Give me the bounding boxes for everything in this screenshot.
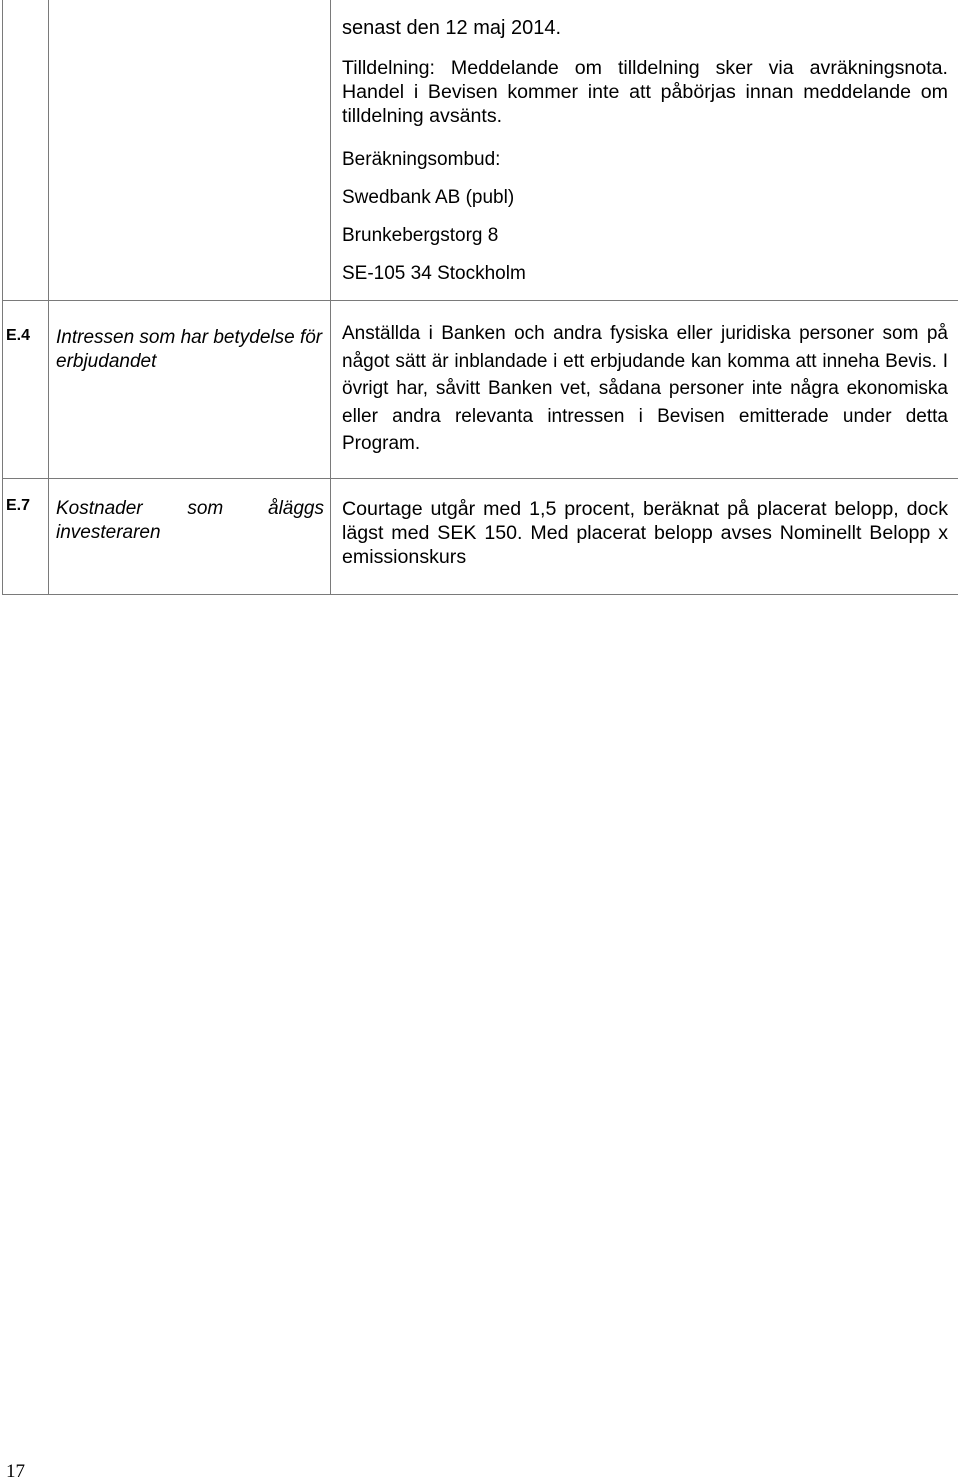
row-1-paragraph-4: Swedbank AB (publ) [342,187,515,208]
section-id-e4: E.4 [6,327,31,344]
table-left-border [2,0,3,594]
row-1-paragraph-6: SE-105 34 Stockholm [342,263,526,284]
column-divider-id [48,0,49,594]
row-1-content [342,16,948,286]
section-id-e7: E.7 [6,497,31,514]
row-2-paragraph-1: Anställda i Banken och andra fysiska eller juridiska personer som på något sätt är inblandade i ett erbjudande kan komma att inneha Bevis. I övrigt har, såvitt Banken vet, sådana personer inte några ekonomiska eller andra relevanta intressen i Bevisen emitterade under detta Program. [342,323,948,454]
row-divider-1 [2,300,958,301]
column-divider-title [330,0,331,594]
row-3-content [342,497,948,569]
row-1-paragraph-2: Tilldelning: Meddelande om tilldelning sker via avräkningsnota. Handel i Bevisen kommer inte att påbörjas innan meddelande om tilldelning avsänts. [342,57,948,127]
row-2-content [342,320,948,458]
element-title-e4: Intressen som har betydelse för erbjudandet [56,327,323,372]
table-bottom-border [2,594,958,595]
element-title-e7: Kostnader som åläggs investeraren [56,498,324,543]
row-1-paragraph-5: Brunkebergstorg 8 [342,225,499,246]
row-1-paragraph-3: Beräkningsombud: [342,149,501,170]
row-3-paragraph-1: Courtage utgår med 1,5 procent, beräknat på placerat belopp, dock lägst med SEK 150. Med placerat belopp avses Nominellt Belopp x emissionskurs [342,498,948,568]
row-1-paragraph-1: senast den 12 maj 2014. [342,17,562,39]
row-divider-2 [2,478,958,479]
page-number: 17 [6,1461,25,1482]
